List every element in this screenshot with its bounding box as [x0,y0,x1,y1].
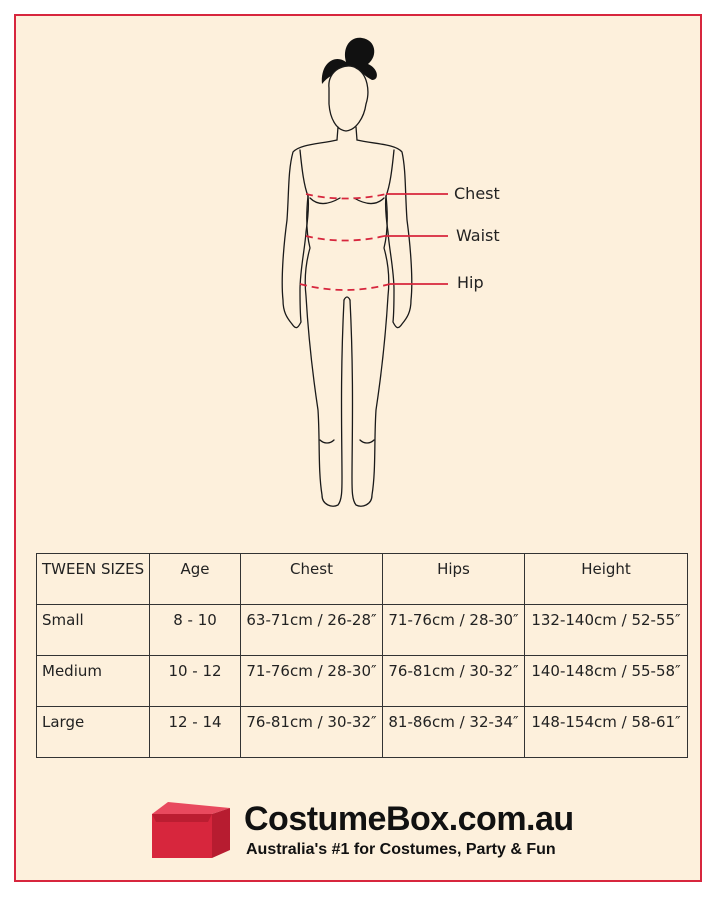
brand-name: CostumeBox.com.au [244,800,574,838]
chest-label: Chest [454,184,500,203]
chest-cell: 71-76cm / 28-30″ [246,662,377,680]
red-box-icon [150,800,234,860]
size-cell: Small [42,611,84,629]
header-tween-sizes: TWEEN SIZES [42,560,145,578]
hips-cell: 81-86cm / 32-34″ [388,713,519,731]
chest-cell: 76-81cm / 30-32″ [246,713,377,731]
table-row [37,605,688,656]
brand-tagline: Australia's #1 for Costumes, Party & Fun [246,841,556,858]
age-cell: 10 - 12 [168,662,222,680]
waist-label: Waist [456,226,500,245]
waist-measure-line [306,236,384,241]
hips-cell: 71-76cm / 28-30″ [388,611,519,629]
chest-cell: 63-71cm / 26-28″ [246,611,377,629]
size-cell: Large [42,713,85,731]
hips-cell: 76-81cm / 30-32″ [388,662,519,680]
age-cell: 8 - 10 [173,611,217,629]
size-chart-table [36,553,688,758]
hip-label: Hip [457,273,484,292]
height-cell: 148-154cm / 58-61″ [531,713,681,731]
hip-measure-line [300,284,390,290]
height-cell: 132-140cm / 52-55″ [531,611,681,629]
age-cell: 12 - 14 [168,713,222,731]
header-height: Height [581,560,631,578]
table-row [37,707,688,758]
size-cell: Medium [42,662,102,680]
header-hips: Hips [437,560,470,578]
header-age: Age [180,560,210,578]
height-cell: 140-148cm / 55-58″ [531,662,681,680]
table-header-row [37,554,688,605]
chest-measure-line [306,194,386,199]
table-row [37,656,688,707]
header-chest: Chest [290,560,333,578]
head-icon [329,66,368,131]
